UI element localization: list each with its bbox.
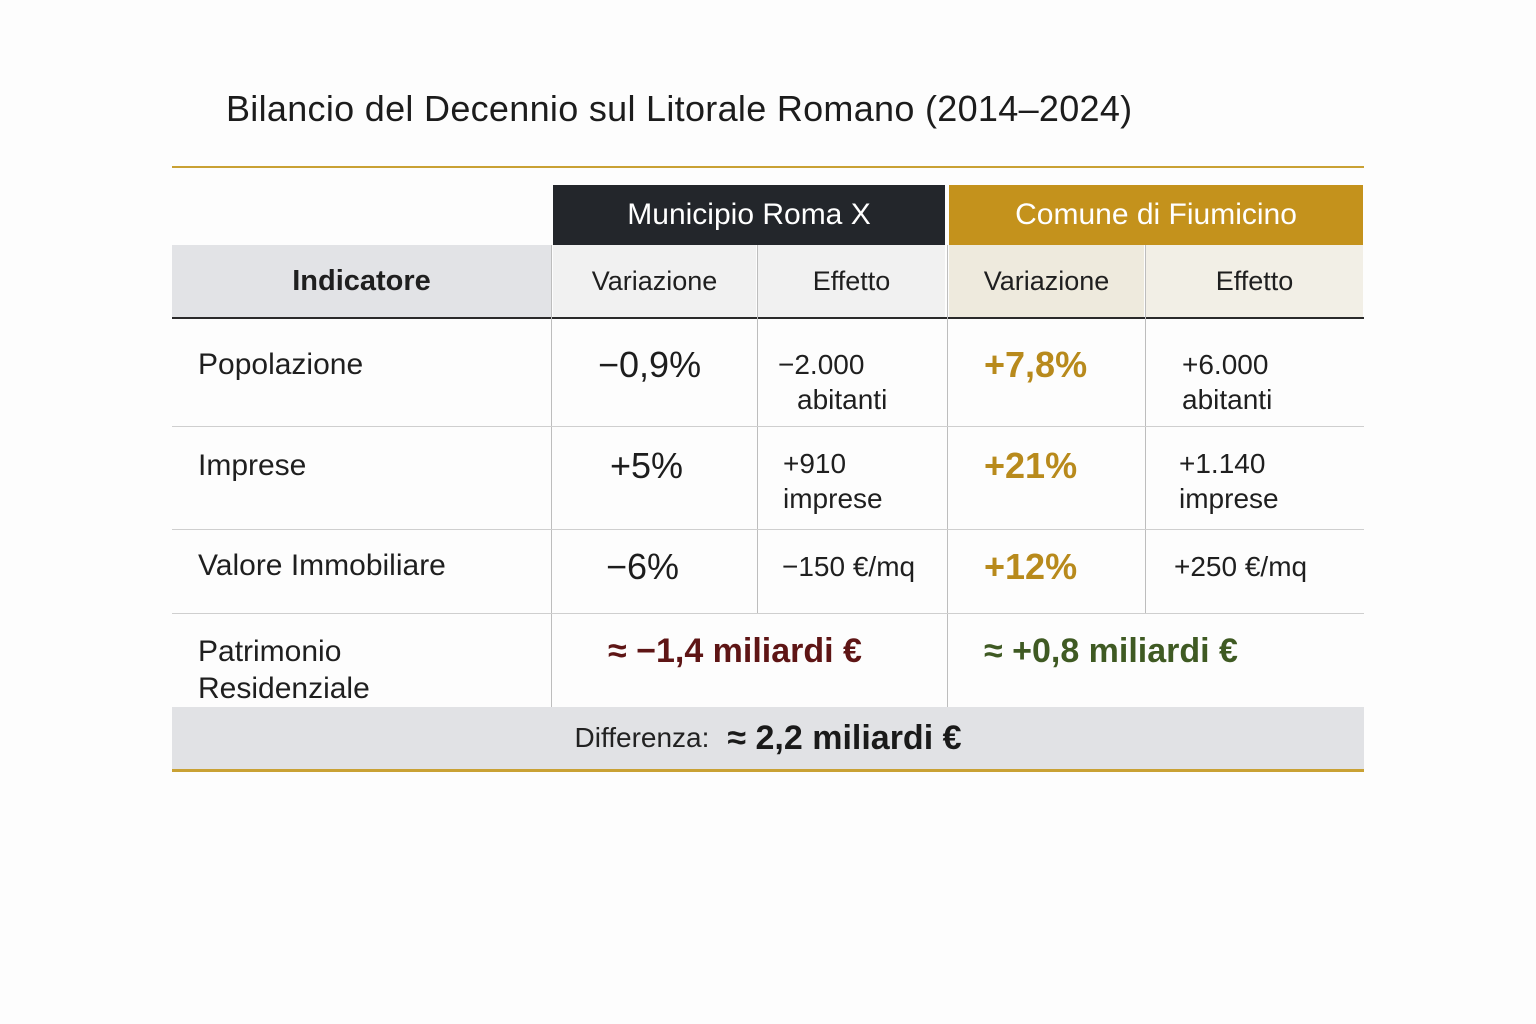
title-divider — [172, 166, 1364, 168]
fiumicino-effect-popolazione — [1182, 347, 1272, 417]
difference-label: Differenza: — [574, 722, 710, 753]
row-divider — [172, 426, 1364, 427]
roma-variation-popolazione: −0,9% — [598, 344, 702, 385]
row-label-popolazione: Popolazione — [198, 348, 364, 381]
roma-effect-popolazione-value: −2.000 — [778, 349, 865, 380]
fiumicino-effect-imprese — [1179, 446, 1279, 516]
grid-line-vertical — [947, 245, 948, 707]
row-label-imprese: Imprese — [198, 449, 307, 482]
page-title: Bilancio del Decennio sul Litorale Romano (2014–2024) — [226, 88, 1133, 129]
fiumicino-effect-imprese-value: +1.140 — [1179, 448, 1266, 479]
fiumicino-variation-imprese: +21% — [984, 445, 1078, 486]
fiumicino-variation-valore-immobiliare: +12% — [984, 546, 1078, 587]
row-label-valore-immobiliare: Valore Immobiliare — [198, 549, 446, 582]
difference-summary-bar — [172, 707, 1364, 769]
roma-effect-imprese-value: +910 — [783, 448, 847, 479]
fiumicino-patrimonio-value: ≈ +0,8 miliardi € — [984, 632, 1238, 670]
group-header-fiumicino: Comune di Fiumicino — [949, 185, 1363, 245]
column-header-fiumicino-effect: Effetto — [1146, 245, 1363, 317]
roma-variation-imprese: +5% — [610, 445, 684, 486]
fiumicino-effect-popolazione-value: +6.000 — [1182, 349, 1269, 380]
row-divider — [172, 529, 1364, 530]
row-label-patrimonio-line1: Patrimonio — [198, 635, 342, 668]
roma-effect-popolazione-unit: abitanti — [797, 384, 888, 415]
roma-effect-imprese-unit: imprese — [783, 483, 883, 514]
fiumicino-variation-popolazione: +7,8% — [984, 344, 1088, 385]
column-header-roma-effect: Effetto — [758, 245, 945, 317]
difference-value: ≈ 2,2 miliardi € — [727, 718, 962, 757]
column-header-fiumicino-variation: Variazione — [949, 245, 1144, 317]
header-divider — [172, 317, 1364, 319]
grid-line-vertical — [551, 245, 552, 707]
column-header-roma-variation: Variazione — [553, 245, 756, 317]
grid-line-vertical — [757, 245, 758, 613]
fiumicino-effect-valore-immobiliare: +250 €/mq — [1174, 551, 1308, 582]
fiumicino-effect-popolazione-unit: abitanti — [1182, 384, 1273, 415]
table-bottom-divider — [172, 769, 1364, 772]
column-header-indicator: Indicatore — [172, 245, 551, 317]
roma-variation-valore-immobiliare: −6% — [606, 546, 680, 587]
roma-patrimonio-value: ≈ −1,4 miliardi € — [608, 632, 862, 670]
group-header-roma: Municipio Roma X — [553, 185, 945, 245]
row-label-patrimonio-line2: Residenziale — [198, 672, 370, 705]
row-divider — [172, 613, 1364, 614]
grid-line-vertical — [1145, 245, 1146, 613]
roma-effect-imprese — [783, 446, 883, 516]
roma-effect-valore-immobiliare: −150 €/mq — [782, 551, 916, 582]
roma-effect-popolazione — [778, 347, 887, 417]
fiumicino-effect-imprese-unit: imprese — [1179, 483, 1279, 514]
row-label-patrimonio-residenziale — [198, 633, 370, 707]
